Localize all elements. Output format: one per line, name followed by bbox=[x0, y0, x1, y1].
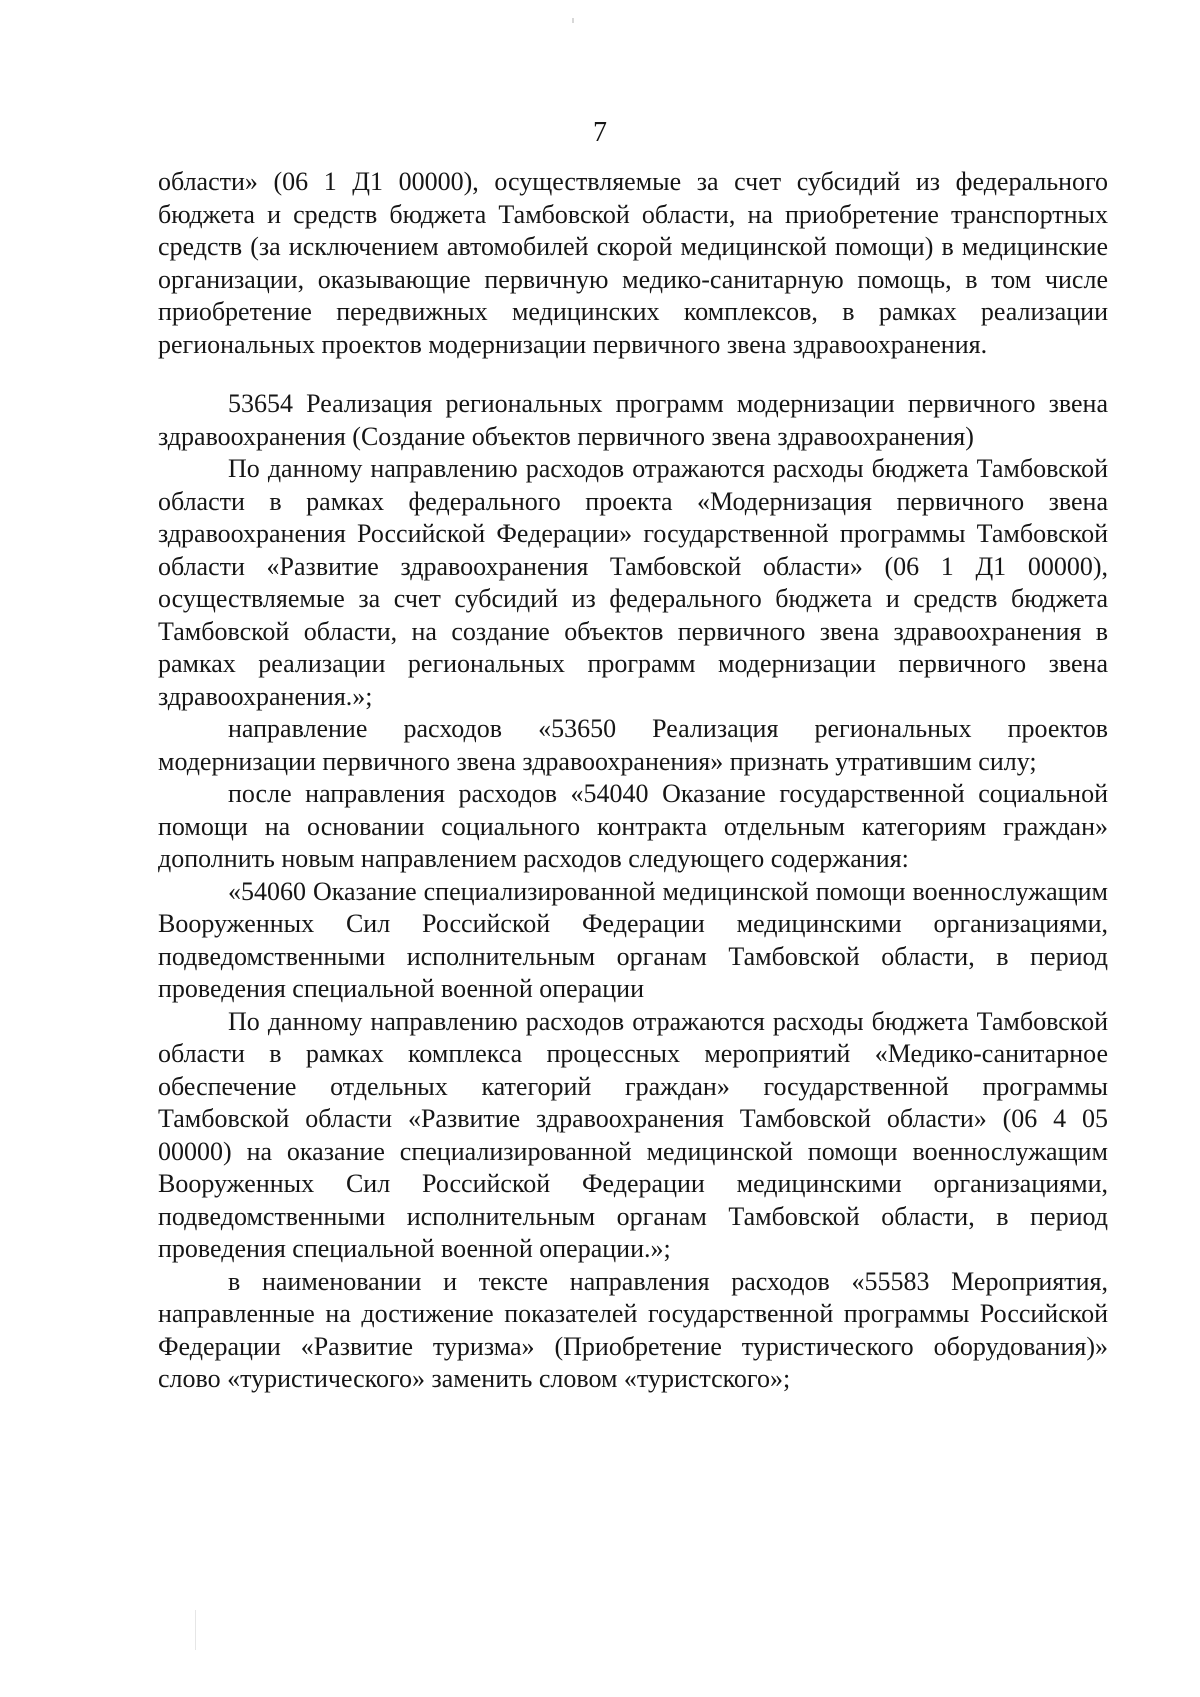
scan-artifact-bottom bbox=[195, 1610, 196, 1650]
page-number: 7 bbox=[593, 117, 607, 148]
paragraph-description-53654: По данному направлению расходов отражаются расходы бюджета Тамбовской области в рамках федерального проекта «Модернизация первичного звена здравоохранения Российской Федерации» государственной программы Тамбовской области «Развитие здравоохранения Тамбовской области» (06 1 Д1 00000), осуществляемые за счет субсидий из федерального бюджета и средств бюджета Тамбовской области, на создание объектов первичного звена здравоохранения в рамках реализации региональных программ модернизации первичного звена здравоохранения.»; bbox=[158, 454, 1108, 711]
paragraph-continuation: области» (06 1 Д1 00000), осуществляемые за счет субсидий из федерального бюджета и средств бюджета Тамбовской области, на приобретение транспортных средств (за исключением автомобилей скорой медицинской помощи) в медицинские организации, оказывающие первичную медико-санитарную помощь, в том числе приобретение передвижных медицинских комплексов, в рамках реализации региональных проектов модернизации первичного звена здравоохранения. bbox=[158, 167, 1108, 359]
paragraph-heading-53654: 53654 Реализация региональных программ модернизации первичного звена здравоохранения (Создание объектов первичного звена здравоохранения) bbox=[158, 389, 1108, 451]
paragraph-description-54060: По данному направлению расходов отражаются расходы бюджета Тамбовской области в рамках комплекса процессных мероприятий «Медико-санитарное обеспечение отдельных категорий граждан» государственной программы Тамбовской области «Развитие здравоохранения Тамбовской области» (06 4 05 00000) на оказание специализированной медицинской помощи военнослужащим Вооруженных Сил Российской Федерации медицинскими организациями, подведомственными исполнительным органам Тамбовской области, в период проведения специальной военной операции.»; bbox=[158, 1006, 1108, 1263]
document-body bbox=[158, 166, 1108, 1396]
paragraph-rename-55583: в наименовании и тексте направления расходов «55583 Мероприятия, направленные на достижение показателей государственной программы Российской Федерации «Развитие туризма» (Приобретение туристического оборудования)» слово «туристического» заменить словом «туристского»; bbox=[158, 1266, 1108, 1393]
scan-artifact-top bbox=[572, 18, 574, 23]
paragraph-heading-54060: «54060 Оказание специализированной медицинской помощи военнослужащим Вооруженных Сил Российской Федерации медицинскими организациями, подведомственными исполнительным органам Тамбовской области, в период проведения специальной военной операции bbox=[158, 876, 1108, 1003]
paragraph-insert-after-54040: после направления расходов «54040 Оказание государственной социальной помощи на основании социального контракта отдельным категориям граждан» дополнить новым направлением расходов следующего содержания: bbox=[158, 779, 1108, 873]
paragraph-repeal-53650: направление расходов «53650 Реализация региональных проектов модернизации первичного звена здравоохранения» признать утратившим силу; bbox=[158, 714, 1108, 776]
